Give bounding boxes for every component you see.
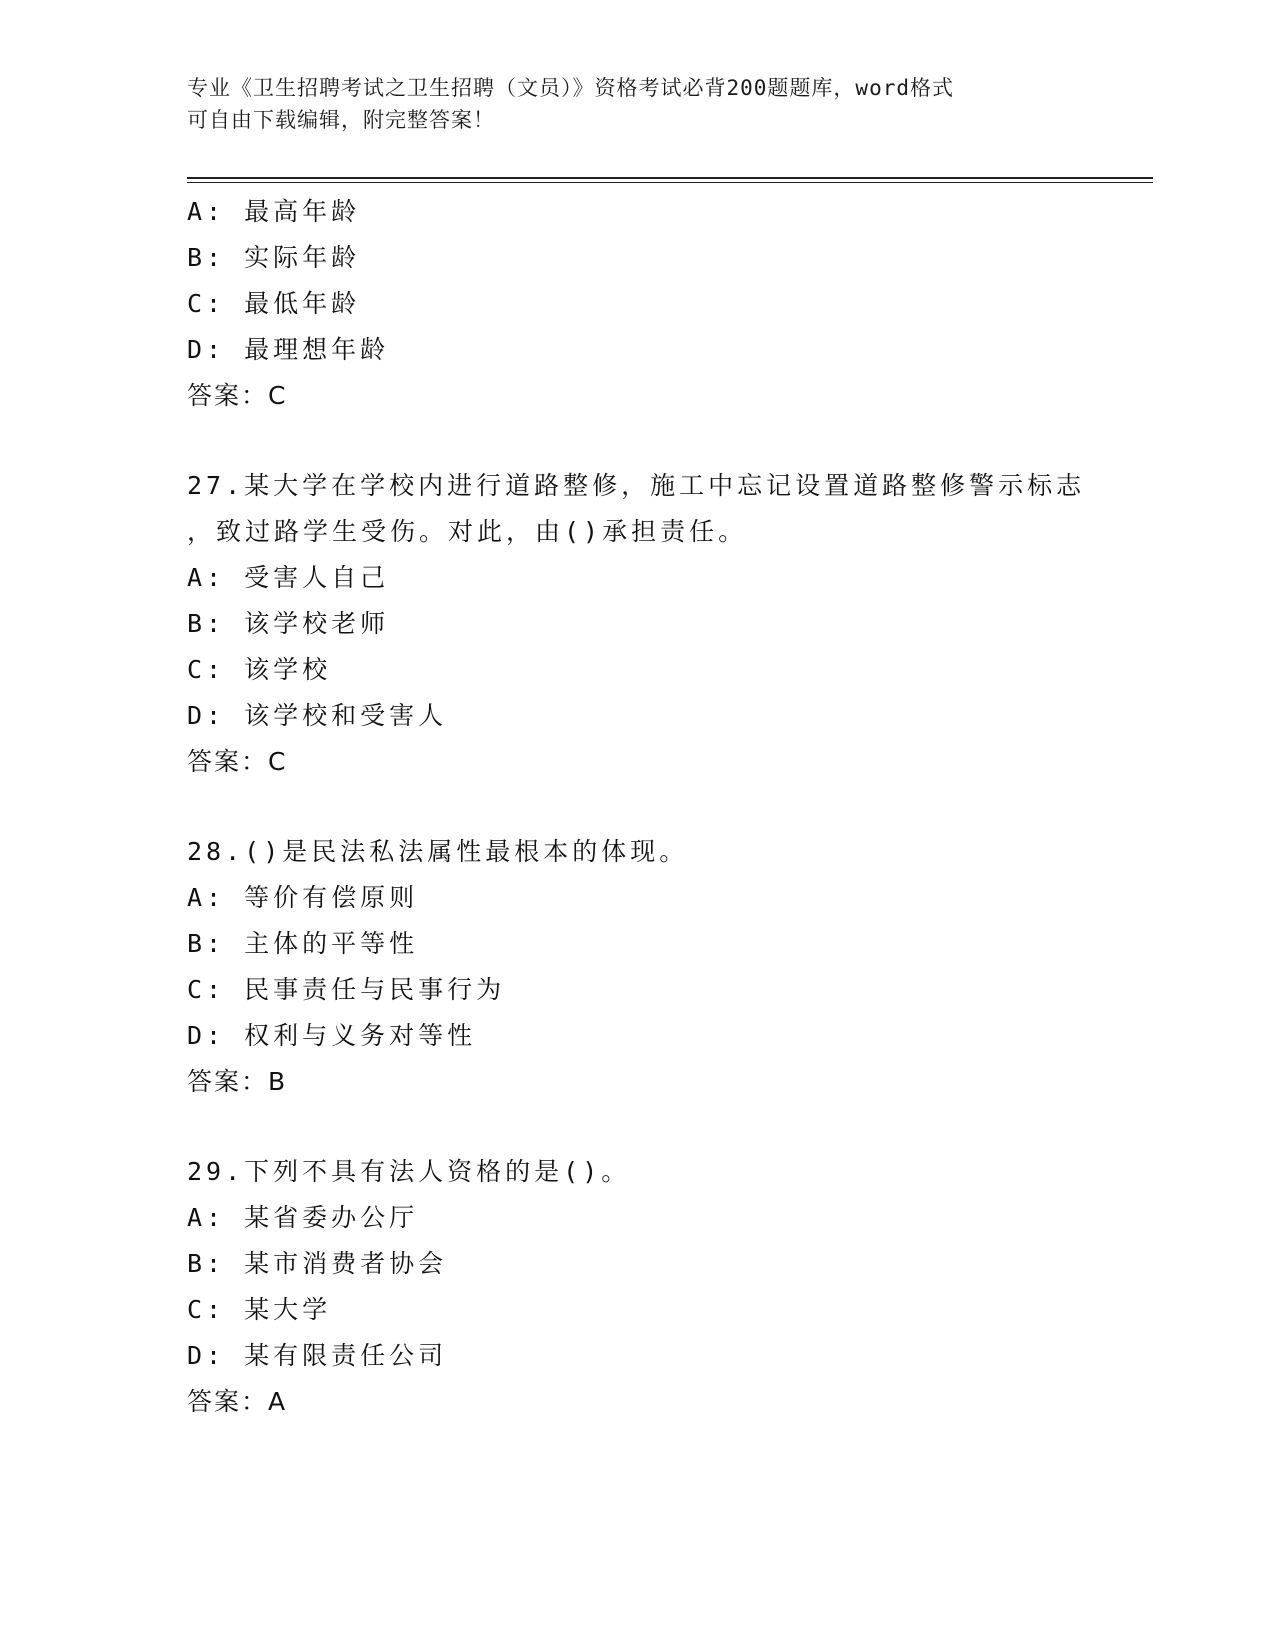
question-text-line-1: 28.()是民法私法属性最根本的体现。 — [187, 837, 689, 866]
option-b: B: 主体的平等性 — [187, 929, 419, 958]
document-header — [187, 72, 1067, 136]
option-a: A: 等价有偿原则 — [187, 883, 419, 912]
header-line-1: 专业《卫生招聘考试之卫生招聘（文员）》资格考试必背200题题库，word格式 — [187, 76, 954, 100]
option-c: C: 民事责任与民事行为 — [187, 975, 506, 1004]
header-divider-thick — [187, 177, 1153, 179]
option-a: A: 最高年龄 — [187, 197, 361, 226]
question-block-29 — [187, 1149, 1087, 1425]
question-text-line-2: ，致过路学生受伤。对此，由()承担责任。 — [187, 517, 748, 546]
question-block-27 — [187, 463, 1087, 785]
question-text-line-1: 27.某大学在学校内进行道路整修，施工中忘记设置道路整修警示标志 — [187, 471, 1086, 500]
option-b: B: 实际年龄 — [187, 243, 361, 272]
question-list — [187, 189, 1087, 1425]
option-d: D: 该学校和受害人 — [187, 701, 448, 730]
question-text-line-1: 29.下列不具有法人资格的是()。 — [187, 1157, 631, 1186]
question-block-28 — [187, 829, 1087, 1105]
option-a: A: 受害人自己 — [187, 563, 390, 592]
option-a: A: 某省委办公厅 — [187, 1203, 419, 1232]
option-c: C: 某大学 — [187, 1295, 332, 1324]
answer-line: 答案：C — [187, 747, 288, 776]
option-d: D: 最理想年龄 — [187, 335, 390, 364]
question-block-prev — [187, 189, 1087, 419]
header-divider-thin — [187, 182, 1153, 183]
option-b: B: 某市消费者协会 — [187, 1249, 448, 1278]
answer-line: 答案：B — [187, 1067, 288, 1096]
option-d: D: 某有限责任公司 — [187, 1341, 448, 1370]
option-d: D: 权利与义务对等性 — [187, 1021, 477, 1050]
answer-line: 答案：C — [187, 381, 288, 410]
answer-line: 答案：A — [187, 1387, 288, 1416]
option-b: B: 该学校老师 — [187, 609, 390, 638]
option-c: C: 该学校 — [187, 655, 332, 684]
option-c: C: 最低年龄 — [187, 289, 361, 318]
header-line-2: 可自由下载编辑，附完整答案！ — [187, 108, 495, 132]
